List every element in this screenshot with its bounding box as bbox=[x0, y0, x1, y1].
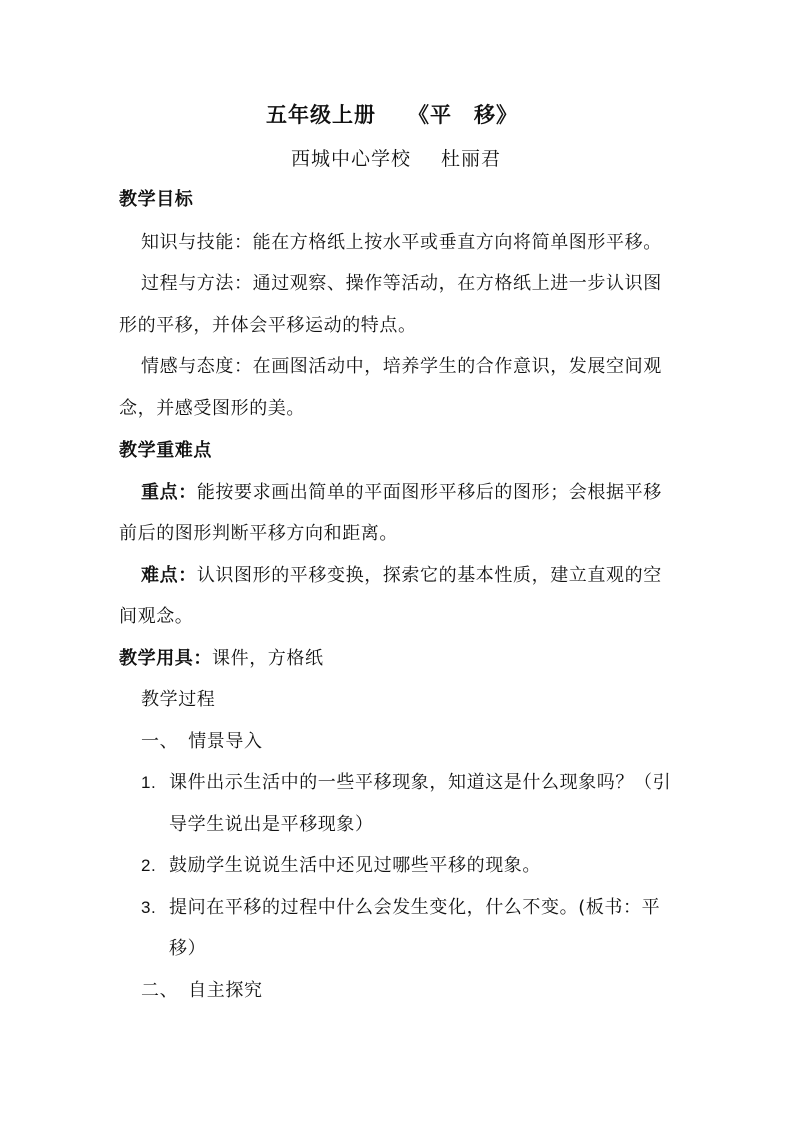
title-grade: 五年级上册 bbox=[266, 103, 376, 127]
focus-text-1: 能按要求画出简单的平面图形平移后的图形；会根据平移 bbox=[196, 482, 662, 503]
list-item-2-number: 2. bbox=[141, 856, 157, 875]
tools-label: 教学用具： bbox=[119, 648, 212, 669]
difficulty-line-1 bbox=[141, 565, 662, 587]
list-item-2 bbox=[141, 855, 541, 877]
knowledge-label: 知识与技能： bbox=[141, 232, 253, 253]
focus-label: 重点： bbox=[141, 482, 197, 503]
emotion-label: 情感与态度： bbox=[141, 356, 253, 377]
process-label: 过程与方法： bbox=[141, 273, 253, 294]
list-item-1-line-2: 导学生说出是平移现象） bbox=[169, 814, 374, 835]
list-item-1-text-1: 课件出示生活中的一些平移现象，知道这是什么现象吗？（引 bbox=[169, 772, 672, 793]
process-text-1: 通过观察、操作等活动，在方格纸上进一步认识图 bbox=[252, 273, 662, 294]
emotion-objective-line-1 bbox=[141, 356, 662, 378]
difficulty-text-1: 认识图形的平移变换，探索它的基本性质，建立直观的空 bbox=[196, 565, 662, 586]
teacher-name: 杜丽君 bbox=[441, 148, 502, 170]
page-title bbox=[266, 104, 518, 126]
process-heading: 教学过程 bbox=[141, 689, 216, 710]
list-item-1-line-1 bbox=[141, 772, 671, 794]
emotion-objective-line-2: 念，并感受图形的美。 bbox=[119, 398, 305, 419]
list-item-3-text-1: 提问在平移的过程中什么会发生变化，什么不变。(板书：平 bbox=[169, 897, 661, 918]
list-item-3-number: 3. bbox=[141, 898, 157, 917]
tools-text: 课件，方格纸 bbox=[212, 648, 324, 669]
focus-line-1 bbox=[141, 482, 662, 504]
section-1-marker: 一、 bbox=[141, 731, 179, 752]
title-lesson: 《平 移》 bbox=[408, 103, 518, 127]
emotion-text-1: 在画图活动中，培养学生的合作意识，发展空间观 bbox=[252, 356, 662, 377]
process-objective-line-1 bbox=[141, 273, 662, 295]
section-1-title: 情景导入 bbox=[188, 731, 263, 752]
subtitle bbox=[291, 148, 501, 170]
section-2-title: 自主探究 bbox=[188, 980, 263, 1001]
difficulty-label: 难点： bbox=[141, 565, 197, 586]
school-name: 西城中心学校 bbox=[291, 148, 412, 170]
knowledge-objective bbox=[141, 232, 662, 254]
list-item-2-text: 鼓励学生说说生活中还见过哪些平移的现象。 bbox=[169, 855, 541, 876]
knowledge-text: 能在方格纸上按水平或垂直方向将简单图形平移。 bbox=[252, 232, 662, 253]
process-objective-line-2: 形的平移，并体会平移运动的特点。 bbox=[119, 315, 417, 336]
list-item-1-number: 1. bbox=[141, 773, 157, 792]
objectives-heading: 教学目标 bbox=[119, 189, 194, 210]
section-2-marker: 二、 bbox=[141, 980, 179, 1001]
list-item-3-line-2: 移） bbox=[169, 938, 207, 959]
difficulty-line-2: 间观念。 bbox=[119, 606, 194, 627]
focus-line-2: 前后的图形判断平移方向和距离。 bbox=[119, 523, 398, 544]
section-1-heading bbox=[141, 731, 263, 753]
tools-line bbox=[119, 648, 324, 670]
key-points-heading: 教学重难点 bbox=[119, 440, 212, 461]
section-2-heading bbox=[141, 980, 263, 1002]
list-item-3-line-1 bbox=[141, 897, 660, 919]
